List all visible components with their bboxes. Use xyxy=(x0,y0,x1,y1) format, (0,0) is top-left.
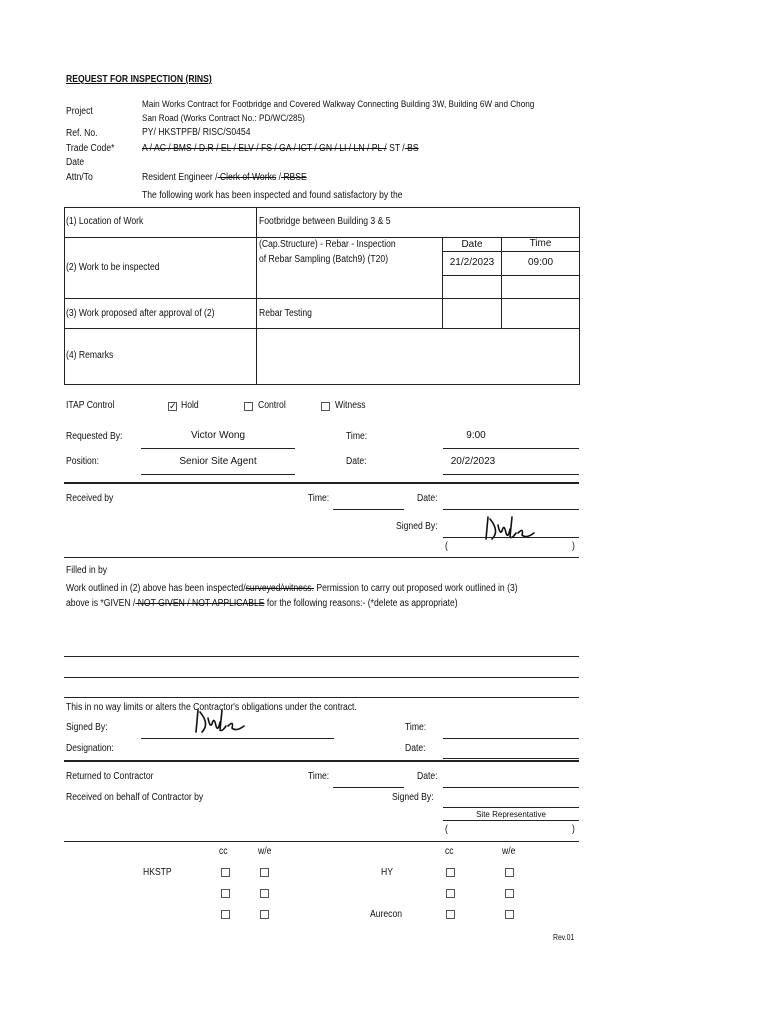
filled-line-1 xyxy=(66,583,518,595)
we-checkbox[interactable] xyxy=(505,889,514,898)
work-label: (2) Work to be inspected xyxy=(66,262,160,273)
we-checkbox[interactable] xyxy=(260,868,269,877)
section-separator xyxy=(64,482,579,484)
trade-code-kept: ST / xyxy=(386,143,405,154)
paren-open: ( xyxy=(445,824,448,835)
requested-by-label: Requested By: xyxy=(66,431,123,442)
attn-label: Attn/To xyxy=(66,172,93,183)
reason-line xyxy=(64,697,579,698)
table-divider xyxy=(256,207,257,384)
site-representative: Site Representative xyxy=(476,810,546,819)
received-by-label: Received by xyxy=(66,493,114,504)
returned-label: Returned to Contractor xyxy=(66,771,154,782)
date-label: Date xyxy=(66,157,85,168)
designation-label: Designation: xyxy=(66,743,114,754)
ref-value: PY/ HKSTPFB/ RISC/S0454 xyxy=(142,127,251,138)
returned-time-label: Time: xyxy=(308,771,330,782)
paren-close: ) xyxy=(572,541,575,552)
underline xyxy=(141,448,295,449)
attn-sep: / xyxy=(276,172,281,183)
trade-code-struck: A / AC / BMS / D.R / EL / ELV / FS / GA / ICT / GN / LI / LN / PL / xyxy=(142,143,387,154)
attn-struck-1: Clerk of Works xyxy=(217,172,277,183)
attn-kept: Resident Engineer / xyxy=(142,172,218,183)
cc-header: cc xyxy=(219,846,228,857)
reason-line xyxy=(64,677,579,678)
underline xyxy=(333,787,404,788)
filled-line-2-a: above is *GIVEN / xyxy=(66,598,136,609)
request-time-value: 9:00 xyxy=(466,430,486,441)
we-checkbox[interactable] xyxy=(505,868,514,877)
disclaimer-text: This in no way limits or alters the Contractor's obligations under the contract. xyxy=(66,702,357,713)
we-checkbox[interactable] xyxy=(505,910,514,919)
itap-label: ITAP Control xyxy=(66,400,115,411)
we-checkbox[interactable] xyxy=(260,910,269,919)
position-label: Position: xyxy=(66,456,99,467)
signature-image xyxy=(482,511,542,543)
org-hkstp: HKSTP xyxy=(143,867,172,878)
section-separator xyxy=(64,760,579,762)
received-signed-by-label: Signed By: xyxy=(396,521,438,532)
underline xyxy=(443,807,579,808)
witness-checkbox[interactable] xyxy=(321,402,330,411)
underline xyxy=(443,787,579,788)
request-date-value: 20/2/2023 xyxy=(450,456,496,467)
inspection-table xyxy=(64,207,580,385)
attn-value xyxy=(142,172,307,184)
underline xyxy=(443,448,579,449)
revision-label: Rev.01 xyxy=(553,933,575,942)
section-separator xyxy=(64,841,579,842)
footer-time-label: Time: xyxy=(405,722,427,733)
trade-code-value xyxy=(142,143,419,155)
filled-line-2-b: for the following reasons:- (*delete as appropriate) xyxy=(264,598,458,609)
cc-checkbox[interactable] xyxy=(221,910,230,919)
cc-header: cc xyxy=(445,846,454,857)
filled-line-1-a: Work outlined in (2) above has been inspected/ xyxy=(66,583,246,594)
control-checkbox[interactable] xyxy=(244,402,253,411)
intro-text: The following work has been inspected and found satisfactory by the xyxy=(142,190,403,201)
time-column-header: Time xyxy=(529,238,552,249)
work-value-line1: (Cap.Structure) - Rebar - Inspection xyxy=(259,239,396,250)
cc-checkbox[interactable] xyxy=(221,889,230,898)
filled-line-2 xyxy=(66,598,458,610)
returned-date-label: Date: xyxy=(417,771,438,782)
cc-checkbox[interactable] xyxy=(446,910,455,919)
trade-code-label: Trade Code* xyxy=(66,143,115,154)
cc-checkbox[interactable] xyxy=(221,868,230,877)
hold-label: Hold xyxy=(181,400,199,411)
form-title: REQUEST FOR INSPECTION (RINS) xyxy=(66,74,212,85)
cc-checkbox[interactable] xyxy=(446,868,455,877)
position-value: Senior Site Agent xyxy=(179,456,257,467)
proposed-value: Rebar Testing xyxy=(259,308,312,319)
org-aurecon: Aurecon xyxy=(370,909,403,920)
received-date-label: Date: xyxy=(417,493,438,504)
ref-label: Ref. No. xyxy=(66,128,98,139)
paren-close: ) xyxy=(572,824,575,835)
filled-line-1-b: Permission to carry out proposed work outlined in (3) xyxy=(313,583,518,594)
footer-signed-by-label: Signed By: xyxy=(66,722,108,733)
attn-struck-2: RBSE xyxy=(280,172,307,183)
underline xyxy=(141,474,295,475)
project-label: Project xyxy=(66,106,93,117)
underline xyxy=(443,758,579,759)
org-hy: HY xyxy=(381,867,393,878)
remarks-label: (4) Remarks xyxy=(66,350,114,361)
trade-code-struck-2: BS xyxy=(404,143,419,154)
underline xyxy=(333,509,404,510)
section-separator xyxy=(64,557,579,558)
hold-checkbox[interactable] xyxy=(168,402,177,411)
underline xyxy=(443,509,579,510)
underline xyxy=(443,474,579,475)
project-line1: Main Works Contract for Footbridge and Covered Walkway Connecting Building 3W, Building 6W and Chong xyxy=(142,99,535,110)
underline xyxy=(443,738,579,739)
reason-line xyxy=(64,656,579,657)
work-value-line2: of Rebar Sampling (Batch9) (T20) xyxy=(259,254,389,265)
received-behalf-label: Received on behalf of Contractor by xyxy=(66,792,204,803)
request-date-label: Date: xyxy=(346,456,367,467)
filled-line-1-struck: surveyed/witness. xyxy=(245,583,314,594)
filled-line-2-struck: NOT GIVEN / NOT APPLICABLE xyxy=(135,598,265,609)
witness-label: Witness xyxy=(335,400,366,411)
paren-open: ( xyxy=(445,541,448,552)
requested-by-value: Victor Wong xyxy=(190,430,246,441)
cc-checkbox[interactable] xyxy=(446,889,455,898)
signature-image xyxy=(192,706,252,736)
table-divider xyxy=(442,251,579,252)
we-header: w/e xyxy=(258,846,272,857)
location-label: (1) Location of Work xyxy=(66,216,144,227)
underline xyxy=(443,820,579,821)
project-line2: San Road (Works Contract No.: PD/WC/285) xyxy=(142,113,305,124)
footer-date-label: Date: xyxy=(405,743,426,754)
proposed-label: (3) Work proposed after approval of (2) xyxy=(66,308,215,319)
we-header: w/e xyxy=(502,846,516,857)
table-divider xyxy=(442,275,579,276)
underline xyxy=(141,738,334,739)
filled-in-label: Filled in by xyxy=(66,565,108,576)
we-checkbox[interactable] xyxy=(260,889,269,898)
location-value: Footbridge between Building 3 & 5 xyxy=(259,216,391,227)
control-label: Control xyxy=(258,400,286,411)
date-column-header: Date xyxy=(461,239,483,250)
footer-signed-by-2-label: Signed By: xyxy=(392,792,434,803)
request-time-label: Time: xyxy=(346,431,368,442)
inspection-date: 21/2/2023 xyxy=(449,257,495,268)
inspection-time: 09:00 xyxy=(527,257,554,268)
received-time-label: Time: xyxy=(308,493,330,504)
underline xyxy=(443,537,579,538)
